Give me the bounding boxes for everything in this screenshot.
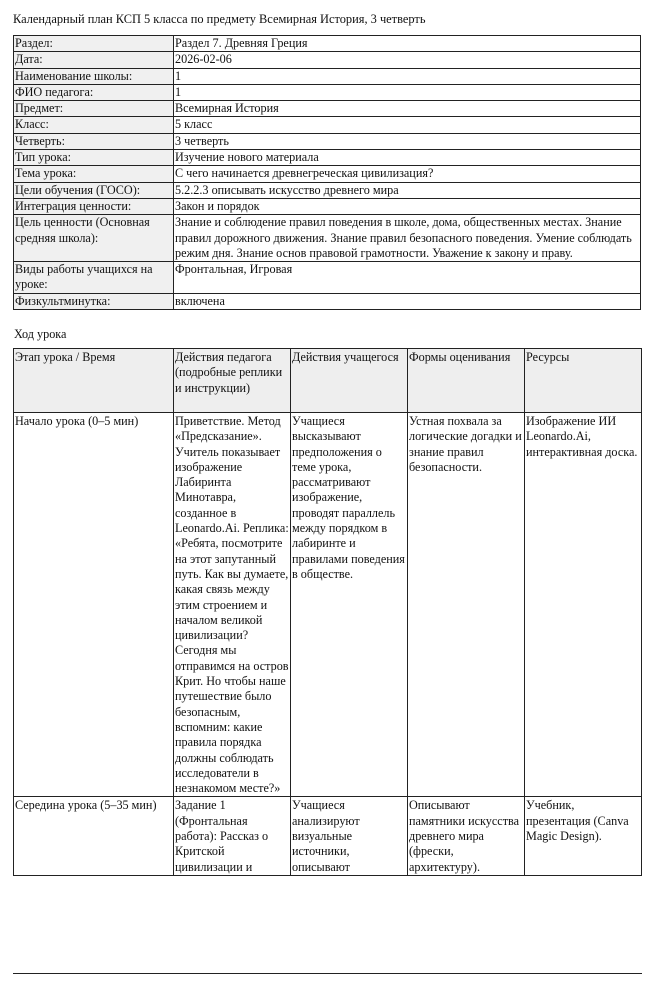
info-label: Наименование школы: xyxy=(14,68,174,84)
table-row xyxy=(14,413,642,797)
info-value: включена xyxy=(174,293,641,309)
info-value: Изучение нового материала xyxy=(174,150,641,166)
header-stage: Этап урока / Время xyxy=(14,349,174,413)
header-assessment: Формы оценивания xyxy=(408,349,525,413)
document-title: Календарный план КСП 5 класса по предмету Всемирная История, 3 четверть xyxy=(13,12,426,26)
info-label: Цели обучения (ГОСО): xyxy=(14,182,174,198)
info-label: Класс: xyxy=(14,117,174,133)
info-row xyxy=(14,84,641,100)
info-label: Цель ценности (Основная средняя школа): xyxy=(14,215,174,262)
info-row xyxy=(14,150,641,166)
info-label: Интеграция ценности: xyxy=(14,198,174,214)
info-row xyxy=(14,293,641,309)
info-label: Раздел: xyxy=(14,36,174,52)
info-label: Тип урока: xyxy=(14,150,174,166)
stage-cell: Начало урока (0–5 мин) xyxy=(14,413,174,797)
info-row xyxy=(14,117,641,133)
info-value: С чего начинается древнегреческая цивилизация? xyxy=(174,166,641,182)
student-cell: Учащиеся анализируют визуальные источники, описывают xyxy=(291,797,408,875)
info-value: Фронтальная, Игровая xyxy=(174,262,641,294)
info-label: Предмет: xyxy=(14,101,174,117)
info-label: ФИО педагога: xyxy=(14,84,174,100)
info-label: Физкультминутка: xyxy=(14,293,174,309)
info-row xyxy=(14,198,641,214)
info-label: Виды работы учащихся на уроке: xyxy=(14,262,174,294)
info-value: Раздел 7. Древняя Греция xyxy=(174,36,641,52)
header-resources: Ресурсы xyxy=(525,349,642,413)
header-student: Действия учащегося xyxy=(291,349,408,413)
stage-cell: Середина урока (5–35 мин) xyxy=(14,797,174,875)
info-row xyxy=(14,182,641,198)
info-row xyxy=(14,101,641,117)
teacher-cell: Задание 1 (Фронтальная работа): Рассказ о Критской цивилизации и xyxy=(174,797,291,875)
assessment-cell: Устная похвала за логические догадки и знание правил безопасности. xyxy=(408,413,525,797)
student-cell: Учащиеся высказывают предположения о теме урока, рассматривают изображение, проводят параллель между порядком в лабиринте и правилами поведения в обществе. xyxy=(291,413,408,797)
info-row xyxy=(14,215,641,262)
resources-cell: Изображение ИИ Leonardo.Ai, интерактивная доска. xyxy=(525,413,642,797)
info-row xyxy=(14,52,641,68)
info-label: Дата: xyxy=(14,52,174,68)
page-cut-mask xyxy=(0,974,651,985)
info-value: 1 xyxy=(174,84,641,100)
teacher-cell: Приветствие. Метод «Предсказание». Учитель показывает изображение Лабиринта Минотавра, созданное в Leonardo.Ai. Реплика: «Ребята, посмотрите на этот запутанный путь. Как вы думаете, какая связь между этим строением и началом великой цивилизации? Сегодня мы отправимся на остров Крит. Но чтобы наше путешествие было безопасным, вспомним: какие правила порядка должны соблюдать исследователи в незнакомом месте?» xyxy=(175,414,289,796)
lesson-progress-caption: Ход урока xyxy=(14,327,67,341)
info-row xyxy=(14,166,641,182)
table-row xyxy=(14,797,642,875)
info-value: 2026-02-06 xyxy=(174,52,641,68)
info-value: 3 четверть xyxy=(174,133,641,149)
info-value: 5.2.2.3 описывать искусство древнего мира xyxy=(174,182,641,198)
info-value: 5 класс xyxy=(174,117,641,133)
assessment-cell: Описывают памятники искусства древнего мира (фрески, архитектуру). xyxy=(408,797,525,875)
resources-cell: Учебник, презентация (Canva Magic Design). xyxy=(525,797,642,875)
header-teacher: Действия педагога (подробные реплики и инструкции) xyxy=(174,349,291,413)
table-header-row xyxy=(14,349,642,413)
info-value: 1 xyxy=(174,68,641,84)
page-cut-rule xyxy=(13,973,642,974)
info-row xyxy=(14,133,641,149)
info-value: Закон и порядок xyxy=(174,198,641,214)
lesson-progress-table xyxy=(13,348,642,876)
lesson-info-table xyxy=(13,35,641,310)
info-value: Знание и соблюдение правил поведения в школе, дома, общественных местах. Знание правил дорожного движения. Знание правил безопасного поведения. Умение соблюдать режим дня. Знание основ правовой грамотности. Уважение к закону и праву. xyxy=(174,215,641,262)
info-row xyxy=(14,36,641,52)
info-row xyxy=(14,68,641,84)
info-value: Всемирная История xyxy=(174,101,641,117)
info-row xyxy=(14,262,641,294)
info-label: Тема урока: xyxy=(14,166,174,182)
info-label: Четверть: xyxy=(14,133,174,149)
